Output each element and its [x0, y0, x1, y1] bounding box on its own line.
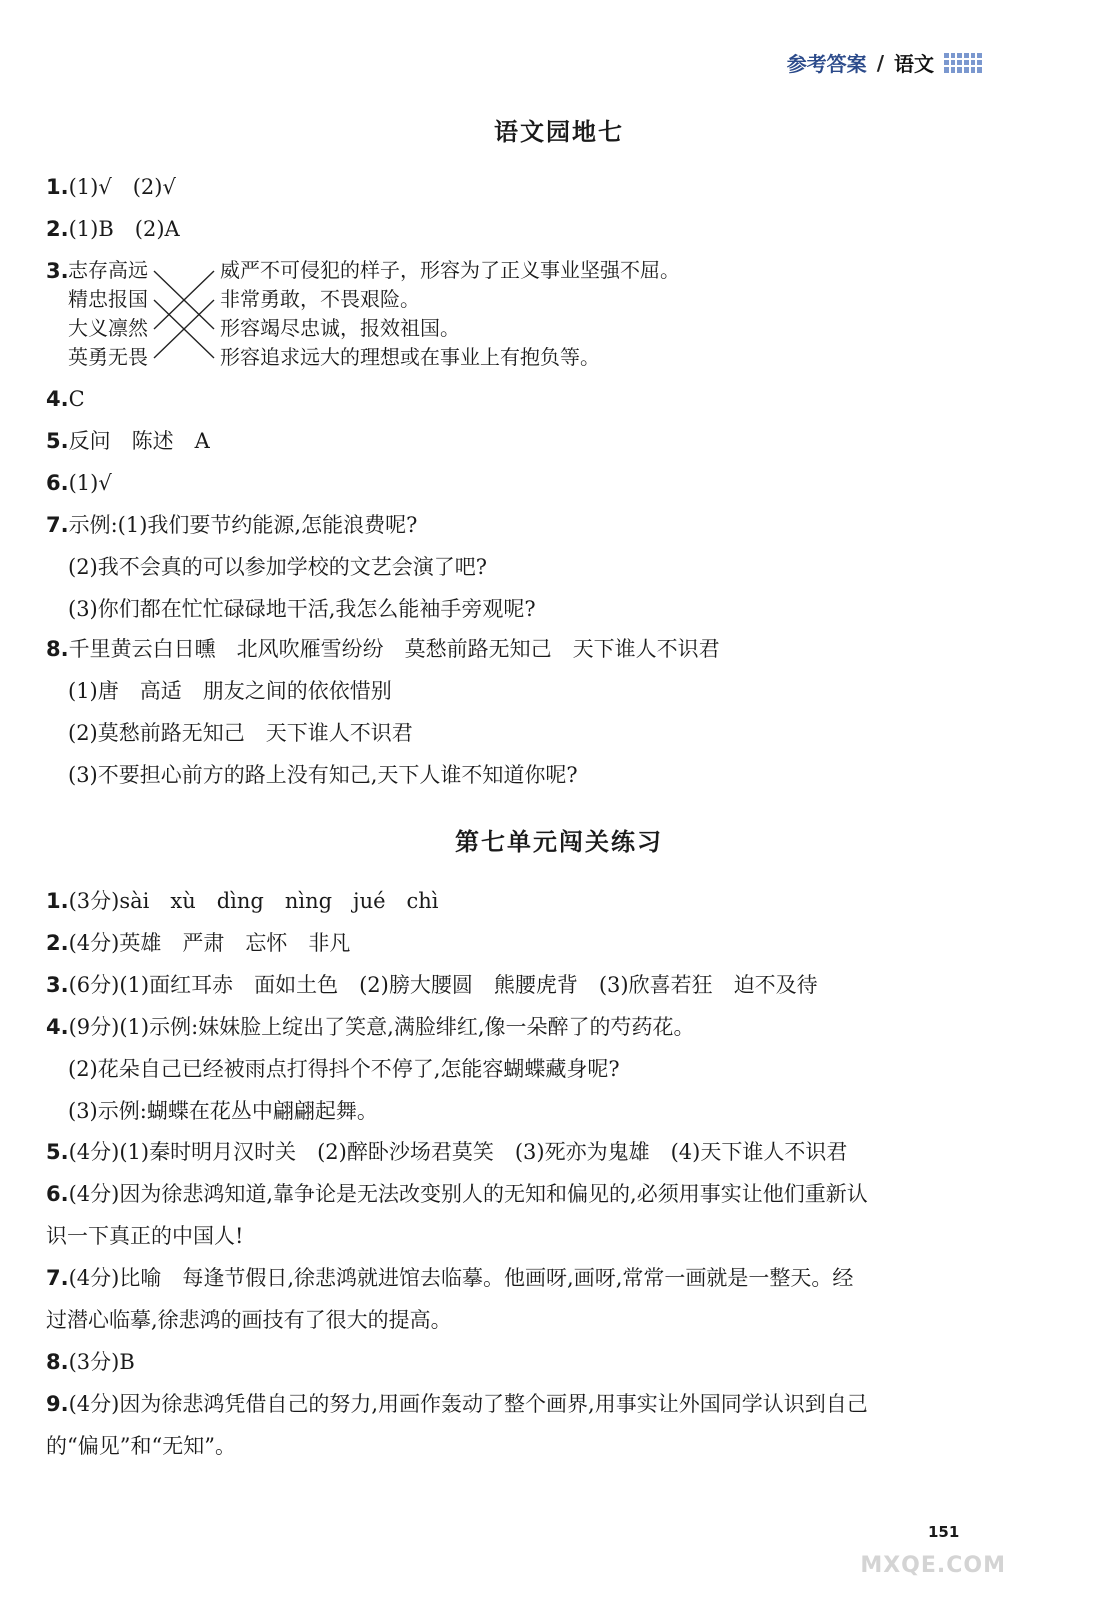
test-answer-9-line: 的“偏见”和“无知”。	[46, 1434, 236, 1458]
answer-8-line: (3)不要担心前方的路上没有知己,天下人谁不知道你呢?	[68, 763, 578, 787]
answer-2: 2.(1)B (2)A	[46, 217, 180, 241]
answer-5: 5.反问 陈述 A	[46, 429, 210, 453]
answer-8-line: (2)莫愁前路无知己 天下谁人不识君	[68, 721, 413, 745]
test-answer-7: 7.(4分)比喻 每逢节假日,徐悲鸿就进馆去临摹。他画呀,画呀,常常一画就是一整天。经	[46, 1266, 854, 1290]
matching-lines	[152, 256, 218, 372]
test-answer-9: 9.(4分)因为徐悲鸿凭借自己的努力,用画作轰动了整个画界,用事实让外国同学认识到自己	[46, 1392, 868, 1416]
answer-8-line: (1)唐 高适 朋友之间的依依惜别	[68, 679, 392, 703]
header-slash: /	[876, 50, 884, 75]
test-answer-5: 5.(4分)(1)秦时明月汉时关 (2)醉卧沙场君莫笑 (3)死亦为鬼雄 (4)天下谁人不识君	[46, 1140, 848, 1164]
answer-7-line: (2)我不会真的可以参加学校的文艺会演了吧?	[68, 555, 488, 579]
grid-icon	[944, 53, 982, 73]
test-answer-7-line: 过潜心临摹,徐悲鸿的画技有了很大的提高。	[46, 1308, 452, 1332]
test-answer-1: 1.(3分)sài xù dìng nìng jué chì	[46, 889, 439, 913]
test-answer-4-line: (2)花朵自己已经被雨点打得抖个不停了,怎能容蝴蝶藏身呢?	[68, 1057, 620, 1081]
answer-7: 7.示例:(1)我们要节约能源,怎能浪费呢?	[46, 513, 418, 537]
section-title-yuwen-yuandi: 语文园地七	[494, 118, 624, 146]
watermark: MXQE.COM	[860, 1553, 1006, 1578]
page-header	[787, 48, 982, 77]
meaning-item: 形容追求远大的理想或在事业上有抱负等。	[220, 345, 600, 369]
answer-8: 8.千里黄云白日曛 北风吹雁雪纷纷 莫愁前路无知己 天下谁人不识君	[46, 637, 720, 661]
idiom-item: 英勇无畏	[68, 345, 148, 369]
answer-label: 参考答案	[786, 52, 867, 76]
test-answer-4-line: (3)示例:蝴蝶在花丛中翩翩起舞。	[68, 1099, 378, 1123]
matching-left-column	[68, 256, 148, 372]
idiom-item: 精忠报国	[68, 287, 148, 311]
answer-6: 6.(1)√	[46, 471, 112, 495]
test-answer-3: 3.(6分)(1)面红耳赤 面如土色 (2)膀大腰圆 熊腰虎背 (3)欣喜若狂 迫不及待	[46, 973, 818, 997]
idiom-item: 志存高远	[68, 258, 148, 282]
matching-right-column	[220, 256, 680, 372]
answer-1: 1.(1)√ (2)√	[46, 175, 176, 199]
test-answer-8: 8.(3分)B	[46, 1350, 135, 1374]
meaning-item: 非常勇敢，不畏艰险。	[220, 287, 420, 311]
meaning-item: 形容竭尽忠诚，报效祖国。	[220, 316, 460, 340]
page-number: 151	[928, 1523, 960, 1541]
idiom-item: 大义凛然	[68, 316, 148, 340]
section-title-unit-test: 第七单元闯关练习	[455, 828, 663, 856]
answer-7-line: (3)你们都在忙忙碌碌地干活,我怎么能袖手旁观呢?	[68, 597, 536, 621]
test-answer-6: 6.(4分)因为徐悲鸿知道,靠争论是无法改变别人的无知和偏见的,必须用事实让他们重新认	[46, 1182, 868, 1206]
test-answer-2: 2.(4分)英雄 严肃 忘怀 非凡	[46, 931, 351, 955]
test-answer-4: 4.(9分)(1)示例:妹妹脸上绽出了笑意,满脸绯红,像一朵醉了的芍药花。	[46, 1015, 695, 1039]
answer-3-number: 3.	[46, 259, 69, 283]
test-answer-6-line: 识一下真正的中国人!	[46, 1224, 244, 1248]
subject-label: 语文	[894, 52, 934, 76]
meaning-item: 威严不可侵犯的样子，形容为了正义事业坚强不屈。	[220, 258, 680, 282]
answer-4: 4.C	[46, 387, 85, 411]
